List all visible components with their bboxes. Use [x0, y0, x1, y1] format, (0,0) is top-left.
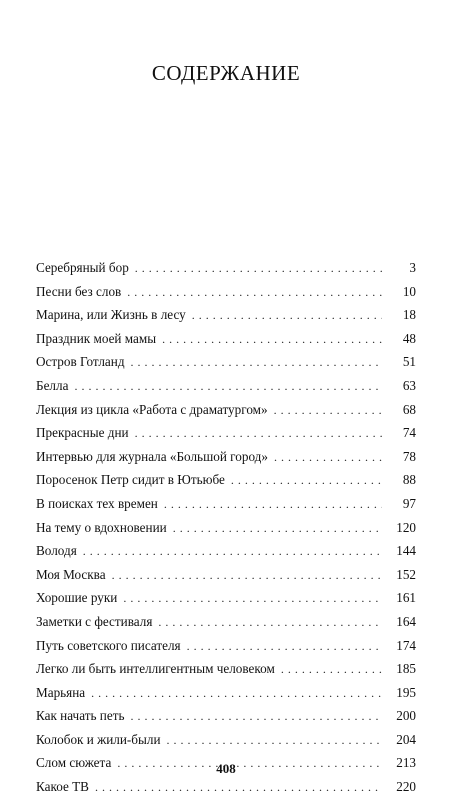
dot-leader [167, 729, 382, 753]
toc-entry [36, 586, 416, 610]
entry-title: Колобок и жили-были [36, 731, 161, 747]
entry-page-number: 97 [402, 495, 416, 511]
toc-entry [36, 704, 416, 728]
entry-page-number: 220 [396, 779, 416, 795]
entry-title: Заметки с фестиваля [36, 613, 153, 629]
toc-entry [36, 398, 416, 422]
dot-leader [112, 564, 382, 588]
entry-page-number: 18 [402, 307, 416, 323]
entry-page-number: 174 [396, 637, 416, 653]
dot-leader [158, 611, 382, 635]
entry-title: Слом сюжета [36, 755, 112, 771]
dot-leader [130, 705, 382, 729]
toc-entry [36, 421, 416, 445]
entry-title: Хорошие руки [36, 590, 118, 606]
entry-page-number: 68 [402, 401, 416, 417]
toc-entry [36, 681, 416, 705]
entry-page-number: 144 [396, 543, 416, 559]
entry-page-number: 63 [402, 377, 416, 393]
entry-page-number: 213 [396, 755, 416, 771]
dot-leader [281, 658, 382, 682]
entry-title: Путь советского писателя [36, 637, 181, 653]
entry-page-number: 120 [396, 519, 416, 535]
entry-page-number: 195 [396, 684, 416, 700]
entry-page-number: 152 [396, 566, 416, 582]
entry-title: Прекрасные дни [36, 425, 129, 441]
dot-leader [74, 375, 382, 399]
entry-title: Праздник моей мамы [36, 330, 157, 346]
dot-leader [131, 351, 382, 375]
table-of-contents [36, 256, 416, 799]
toc-entry [36, 610, 416, 634]
entry-page-number: 204 [396, 731, 416, 747]
dot-leader [83, 540, 382, 564]
entry-page-number: 200 [396, 708, 416, 724]
toc-entry [36, 563, 416, 587]
entry-page-number: 10 [402, 283, 416, 299]
entry-page-number: 48 [402, 330, 416, 346]
toc-entry [36, 468, 416, 492]
toc-entry [36, 256, 416, 280]
toc-entry [36, 539, 416, 563]
dot-leader [274, 446, 382, 470]
toc-entry [36, 634, 416, 658]
entry-title: Марьяна [36, 684, 86, 700]
entry-title: Моя Москва [36, 566, 106, 582]
entry-title: Володя [36, 543, 77, 559]
entry-title: Как начать петь [36, 708, 125, 724]
entry-page-number: 78 [402, 448, 416, 464]
entry-page-number: 51 [402, 354, 416, 370]
dot-leader [127, 281, 382, 305]
page-number: 408 [216, 761, 236, 776]
entry-title: В поисках тех времен [36, 495, 158, 511]
dot-leader [231, 469, 382, 493]
entry-page-number: 185 [396, 661, 416, 677]
dot-leader [91, 682, 382, 706]
toc-entry [36, 350, 416, 374]
dot-leader [135, 257, 382, 281]
toc-entry [36, 492, 416, 516]
entry-page-number: 74 [402, 425, 416, 441]
toc-entry [36, 303, 416, 327]
dot-leader [162, 328, 382, 352]
dot-leader [123, 587, 382, 611]
toc-entry [36, 327, 416, 351]
toc-entry [36, 728, 416, 752]
toc-entry [36, 445, 416, 469]
dot-leader [274, 399, 382, 423]
entry-title: Какое ТВ [36, 779, 89, 795]
dot-leader [187, 635, 382, 659]
entry-title: Интервью для журнала «Большой город» [36, 448, 268, 464]
entry-page-number: 161 [396, 590, 416, 606]
entry-page-number: 88 [402, 472, 416, 488]
toc-entry [36, 657, 416, 681]
dot-leader [135, 422, 382, 446]
entry-title: Серебряный бор [36, 260, 129, 275]
entry-page-number: 164 [396, 613, 416, 629]
entry-title: Поросенок Петр сидит в Ютьюбе [36, 472, 225, 488]
toc-entry [36, 775, 416, 799]
dot-leader [192, 304, 382, 328]
toc-entry [36, 516, 416, 540]
entry-title: На тему о вдохновении [36, 519, 167, 535]
entry-title: Лекция из цикла «Работа с драматургом» [36, 401, 268, 417]
dot-leader [164, 493, 382, 517]
dot-leader [173, 517, 382, 541]
entry-title: Марина, или Жизнь в лесу [36, 307, 186, 323]
contents-heading: СОДЕРЖАНИЕ [151, 61, 301, 85]
toc-entry [36, 374, 416, 398]
entry-title: Белла [36, 377, 69, 393]
toc-entry [36, 280, 416, 304]
entry-page-number: 3 [409, 260, 416, 275]
dot-leader [95, 776, 382, 800]
entry-title: Остров Готланд [36, 354, 125, 370]
entry-title: Песни без слов [36, 283, 122, 299]
entry-title: Легко ли быть интеллигентным человеком [36, 661, 275, 677]
